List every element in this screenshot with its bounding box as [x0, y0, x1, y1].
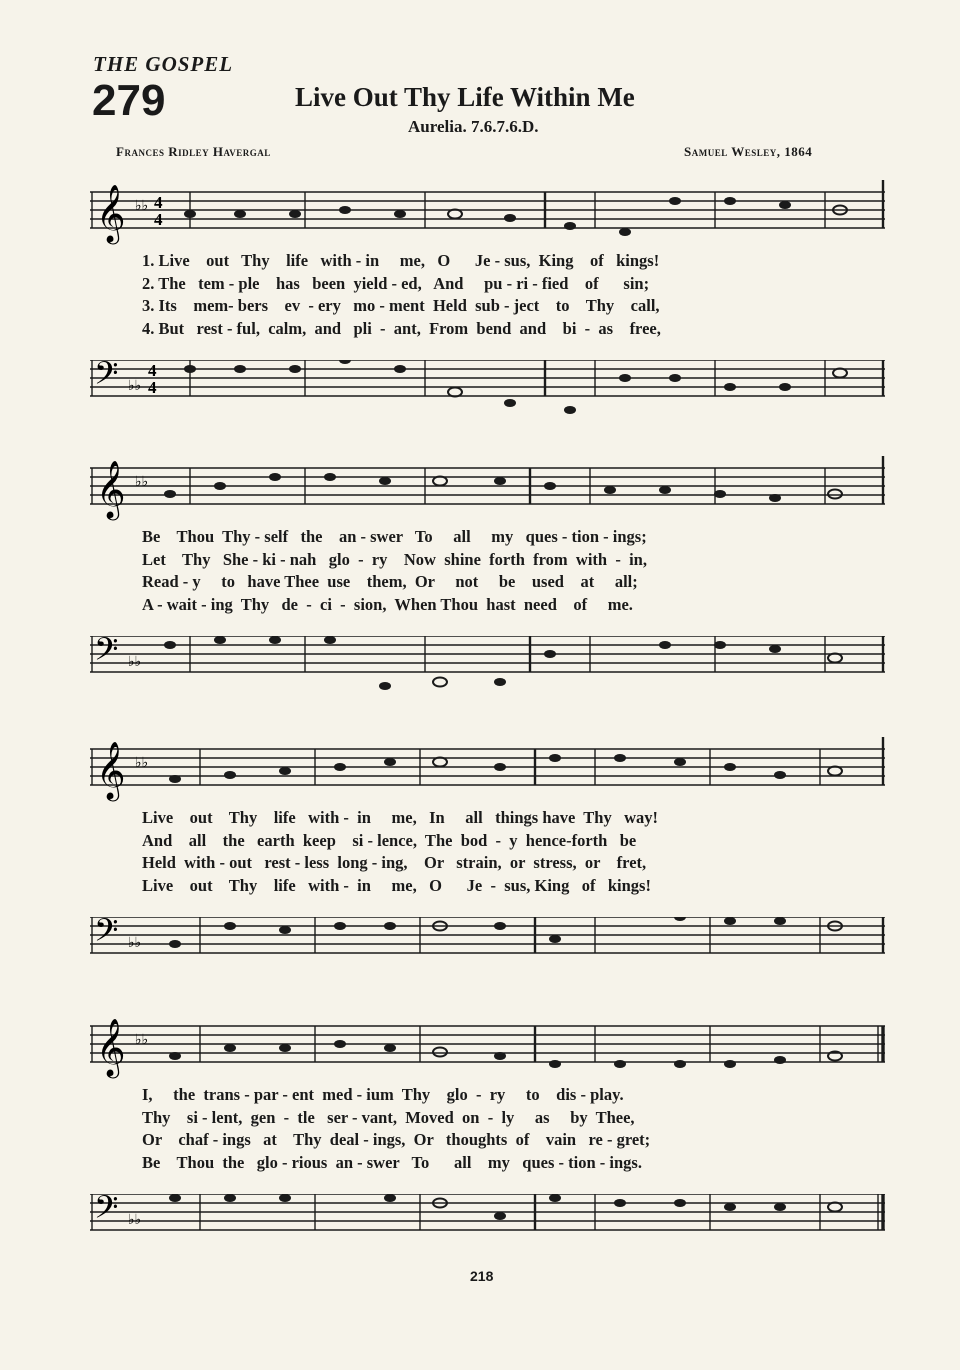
verse-lines — [142, 526, 882, 616]
music-system-4 — [90, 1014, 885, 1254]
verse-line: 3. Its mem- bers ev - ery mo - ment Held sub - ject to Thy call, — [142, 296, 660, 315]
composer-credit: Samuel Wesley, 1864 — [684, 144, 813, 159]
hymn-title: Live Out Thy Life Within Me — [295, 82, 635, 112]
verse-line: Be Thou the glo - rious an - swer To all my ques - tion - ings. — [142, 1152, 642, 1172]
author-credit: Frances Ridley Havergal — [116, 144, 271, 159]
bass-staff — [90, 917, 885, 1017]
svg-text:4: 4 — [154, 210, 163, 229]
music-system-1 — [90, 180, 885, 420]
verse-lines — [142, 807, 882, 897]
music-system-3 — [90, 737, 885, 977]
verse-line: Read - y to have Thee use them, Or not be used at all; — [142, 572, 638, 591]
svg-text:♭♭: ♭♭ — [128, 655, 142, 670]
hymn-number: 279 — [92, 76, 166, 125]
section-label: THE GOSPEL — [93, 52, 234, 76]
verse-lines — [142, 1084, 882, 1174]
music-system-2 — [90, 456, 885, 696]
svg-text:𝄞: 𝄞 — [96, 741, 126, 799]
verse-line: 2. The tem - ple has been yield - ed, And pu - ri - fied of sin; — [142, 273, 650, 293]
svg-text:𝄞: 𝄞 — [96, 184, 126, 242]
svg-text:♭♭: ♭♭ — [135, 475, 149, 490]
svg-text:𝄞: 𝄞 — [96, 1018, 126, 1076]
verse-line: Held with - out rest - less long - ing, Or strain, or stress, or fret, — [142, 853, 647, 872]
svg-text:4: 4 — [154, 193, 163, 212]
svg-text:𝄞: 𝄞 — [96, 460, 126, 518]
verse-line: Let Thy She - ki - nah glo - ry Now shine forth from with - in, — [142, 549, 647, 569]
verse-line: Live out Thy life with - in me, In all things have Thy way! — [142, 808, 658, 827]
verse-line: I, the trans - par - ent med - ium Thy glo - ry to dis - play. — [142, 1085, 624, 1104]
svg-text:♭♭: ♭♭ — [128, 936, 142, 951]
verse-line: Be Thou Thy - self the an - swer To all my ques - tion - ings; — [142, 527, 647, 546]
page-number: 218 — [470, 1268, 494, 1284]
svg-text:4: 4 — [148, 378, 157, 397]
verse-line: And all the earth keep si - lence, The bod - y hence-forth be — [142, 830, 637, 850]
verse-line: Or chaf - ings at Thy deal - ings, Or thoughts of vain re - gret; — [142, 1130, 651, 1149]
verse-line: A - wait - ing Thy de - ci - sion, When Thou hast need of me. — [142, 594, 633, 614]
verse-line: Live out Thy life with - in me, O Je - sus, King of kings! — [142, 875, 651, 895]
bass-staff — [90, 360, 885, 460]
svg-text:♭♭: ♭♭ — [128, 379, 142, 394]
svg-text:♭♭: ♭♭ — [135, 199, 149, 214]
svg-text:𝄢: 𝄢 — [94, 636, 119, 675]
svg-text:𝄢: 𝄢 — [94, 360, 119, 399]
svg-text:4: 4 — [148, 361, 157, 380]
verse-line: 4. But rest - ful, calm, and pli - ant, From bend and bi - as free, — [142, 318, 661, 338]
bass-staff — [90, 636, 885, 736]
verse-line: 1. Live out Thy life with - in me, O Je - sus, King of kings! — [142, 251, 660, 270]
svg-text:𝄢: 𝄢 — [94, 1194, 119, 1233]
svg-text:♭♭: ♭♭ — [135, 1033, 149, 1048]
verse-line: Thy si - lent, gen - tle ser - vant, Moved on - ly as by Thee, — [142, 1107, 635, 1127]
svg-text:♭♭: ♭♭ — [128, 1213, 142, 1228]
verse-lines — [142, 250, 882, 340]
svg-text:♭♭: ♭♭ — [135, 756, 149, 771]
tune-meter: Aurelia. 7.6.7.6.D. — [408, 117, 539, 136]
svg-text:𝄢: 𝄢 — [94, 917, 119, 956]
